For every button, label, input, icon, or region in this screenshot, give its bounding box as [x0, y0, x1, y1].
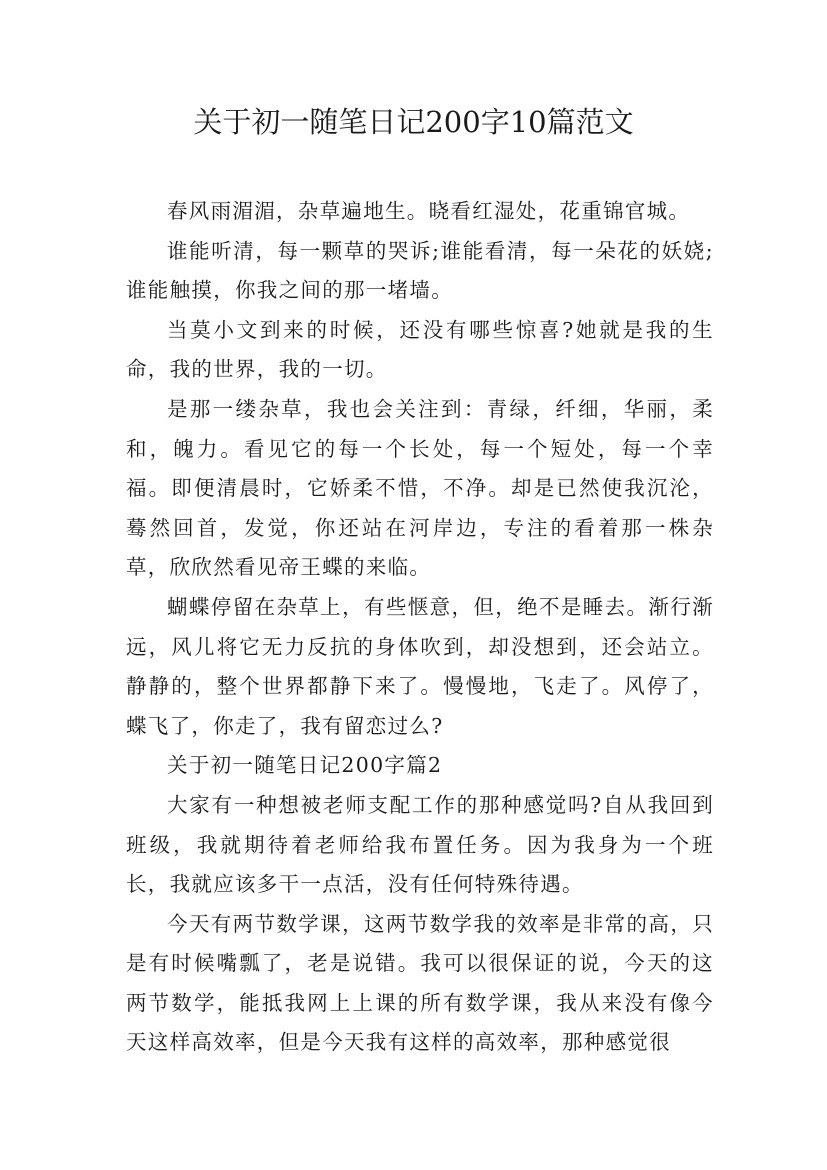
paragraph: 当莫小文到来的时候，还没有哪些惊喜?她就是我的生命，我的世界，我的一切。 [126, 317, 714, 382]
paragraph: 今天有两节数学课，这两节数学我的效率是非常的高，只是有时候嘴瓢了，老是说错。我可以很保证的说，今天的这两节数学，能抵我网上上课的所有数学课，我从来没有像今天这样高效率，但是今天我有这样的高效率，那种感觉很 [126, 911, 714, 1055]
document-title: 关于初一随笔日记200字10篇范文 [193, 105, 634, 139]
paragraph: 春风雨湄湄，杂草遍地生。晓看红湿处，花重锦官城。 [167, 199, 691, 223]
paragraph: 是那一缕杂草，我也会关注到：青绿，纤细，华丽，柔和，魄力。看见它的每一个长处，每一个短处，每一个幸福。即便清晨时，它娇柔不惜，不净。却是已然使我沉沦，蓦然回首，发觉，你还站在河岸边，专注的看着那一株杂草，欣欣然看见帝王蝶的来临。 [126, 396, 714, 580]
paragraph: 蝴蝶停留在杂草上，有些惬意，但，绝不是睡去。渐行渐远，风儿将它无力反抗的身体吹到，却没想到，还会站立。静静的，整个世界都静下来了。慢慢地，飞走了。风停了，蝶飞了，你走了，我有留恋过么? [126, 594, 714, 738]
section-heading: 关于初一随笔日记200字篇2 [167, 753, 443, 778]
paragraph: 谁能听清，每一颗草的哭诉;谁能看清，每一朵花的妖娆;谁能触摸，你我之间的那一堵墙。 [126, 238, 714, 303]
paragraph: 大家有一种想被老师支配工作的那种感觉吗?自从我回到班级，我就期待着老师给我布置任务。因为我身为一个班长，我就应该多干一点活，没有任何特殊待遇。 [126, 792, 714, 897]
document-body [126, 192, 714, 1063]
